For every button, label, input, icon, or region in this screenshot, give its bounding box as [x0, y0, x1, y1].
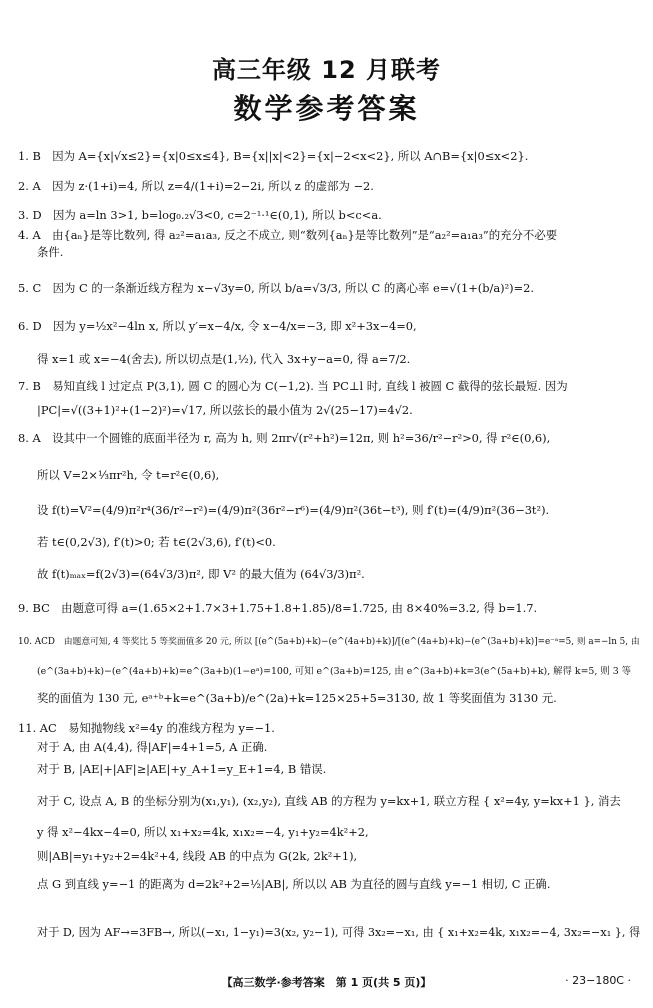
answer-line: 4. A 由{aₙ}是等比数列, 得 a₂²=a₁a₃, 反之不成立, 则“数列{aₙ}是等比数列”是“a₂²=a₁a₃”的充分不必要 — [18, 228, 558, 242]
answer-line: 奖的面值为 130 元, eᵃ⁺ᵇ+k=e^(3a+b)/e^(2a)+k=125×25+5=3130, 故 1 等奖面值为 3130 元. — [37, 691, 557, 705]
answer-line: 故 f(t)ₘₐₓ=f(2√3)=(64√3/3)π², 即 V² 的最大值为 (64√3/3)π². — [37, 567, 365, 581]
answer-line: 7. B 易知直线 l 过定点 P(3,1), 圆 C 的圆心为 C(−1,2). 当 PC⊥l 时, 直线 l 被圆 C 截得的弦长最短. 因为 — [18, 379, 568, 393]
answer-line: 条件. — [37, 245, 64, 259]
answer-line: 对于 D, 因为 AF→=3FB→, 所以(−x₁, 1−y₁)=3(x₂, y₂−1), 可得 3x₂=−x₁, 由 { x₁+x₂=4k, x₁x₂=−4, 3x₂=−x₁ }, 得 — [37, 926, 641, 939]
answer-line: 设 f(t)=V²=(4/9)π²r⁴(36/r²−r²)=(4/9)π²(36r²−r⁶)=(4/9)π²(36t−t³), 则 f′(t)=(4/9)π²(36−3t²). — [37, 503, 550, 517]
answer-line: (e^(3a+b)+k)−(e^(4a+b)+k)=e^(3a+b)(1−eᵃ)=100, 可知 e^(3a+b)=125, 由 e^(3a+b)+k=3(e^(5a+b)+k), 解得 k=5, 则 3 等 — [37, 666, 632, 677]
footer-code: · 23−180C · — [565, 974, 631, 987]
answer-line: 2. A 因为 z·(1+i)=4, 所以 z=4/(1+i)=2−2i, 所以 z 的虚部为 −2. — [18, 179, 374, 193]
answer-line: 对于 A, 由 A(4,4), 得|AF|=4+1=5, A 正确. — [37, 740, 268, 754]
page-title-line1: 高三年级 12 月联考 — [211, 56, 442, 84]
answer-line: 8. A 设其中一个圆锥的底面半径为 r, 高为 h, 则 2πr√(r²+h²)=12π, 则 h²=36/r²−r²>0, 得 r²∈(0,6), — [18, 431, 551, 445]
answer-line: 5. C 因为 C 的一条渐近线方程为 x−√3y=0, 所以 b/a=√3/3, 所以 C 的离心率 e=√(1+(b/a)²)=2. — [18, 281, 535, 295]
answer-line: 对于 C, 设点 A, B 的坐标分别为(x₁,y₁), (x₂,y₂), 直线 AB 的方程为 y=kx+1, 联立方程 { x²=4y, y=kx+1 }, 消去 — [37, 794, 621, 808]
answer-line: 6. D 因为 y=½x²−4ln x, 所以 y′=x−4/x, 令 x−4/x=−3, 即 x²+3x−4=0, — [18, 319, 417, 333]
answer-line: 得 x=1 或 x=−4(舍去), 所以切点是(1,½), 代入 3x+y−a=0, 得 a=7/2. — [37, 352, 411, 366]
answer-line: 对于 B, |AE|+|AF|≥|AE|+y_A+1=y_E+1=4, B 错误. — [37, 762, 327, 776]
answer-line: 3. D 因为 a=ln 3>1, b=log₀.₂√3<0, c=2⁻¹·¹∈(0,1), 所以 b<c<a. — [18, 208, 382, 222]
answer-line: 9. BC 由题意可得 a=(1.65×2+1.7×3+1.75+1.8+1.85)/8=1.725, 由 8×40%=3.2, 得 b=1.7. — [18, 601, 538, 615]
answer-line: |PC|=√((3+1)²+(1−2)²)=√17, 所以弦长的最小值为 2√(25−17)=4√2. — [37, 403, 413, 417]
answer-line: 则|AB|=y₁+y₂+2=4k²+4, 线段 AB 的中点为 G(2k, 2k²+1), — [37, 849, 358, 863]
answer-line: 所以 V=2×⅓πr²h, 令 t=r²∈(0,6), — [37, 468, 220, 482]
page-title-line2: 数学参考答案 — [233, 92, 420, 125]
answer-line: 点 G 到直线 y=−1 的距离为 d=2k²+2=½|AB|, 所以以 AB 为直径的圆与直线 y=−1 相切, C 正确. — [37, 877, 551, 891]
answer-line: 10. ACD 由题意可知, 4 等奖比 5 等奖面值多 20 元, 所以 [(e^(5a+b)+k)−(e^(4a+b)+k)]/[(e^(4a+b)+k)−(e^(3a+b)+k)]=e⁻ᵃ=5, 则 a=−ln 5, 由 — [18, 637, 640, 647]
answer-line: 11. AC 易知抛物线 x²=4y 的准线方程为 y=−1. — [18, 721, 275, 735]
answer-line: 若 t∈(0,2√3), f′(t)>0; 若 t∈(2√3,6), f′(t)<0. — [37, 535, 276, 549]
answer-line: 1. B 因为 A={x|√x≤2}={x|0≤x≤4}, B={x||x|<2}={x|−2<x<2}, 所以 A∩B={x|0≤x<2}. — [18, 149, 529, 163]
answer-line: y 得 x²−4kx−4=0, 所以 x₁+x₂=4k, x₁x₂=−4, y₁+y₂=4k²+2, — [37, 825, 369, 839]
footer-page-info: 【高三数学·参考答案 第 1 页(共 5 页)】 — [221, 976, 432, 989]
